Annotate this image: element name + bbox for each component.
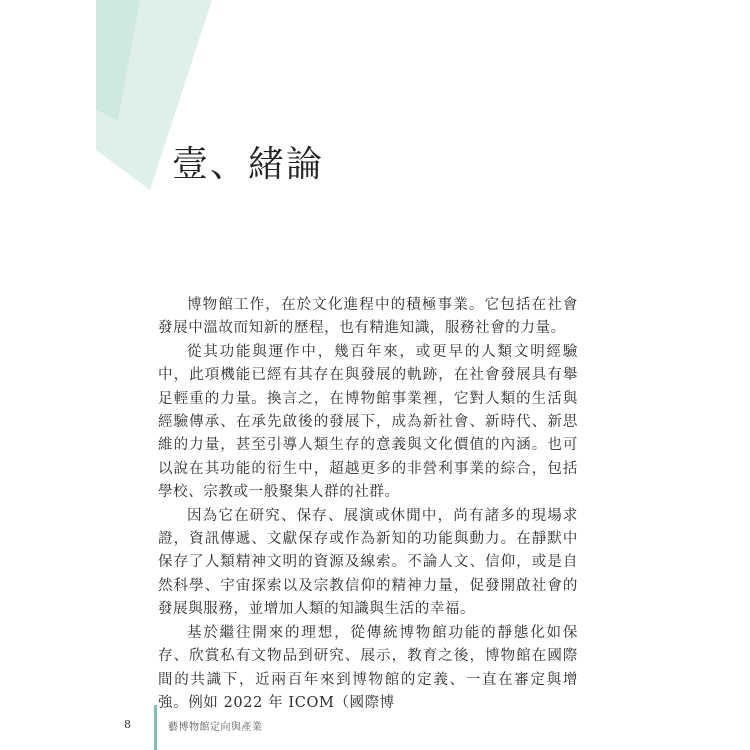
footer-rule bbox=[154, 705, 157, 750]
running-head: 藝博物館定向與產業 bbox=[168, 722, 263, 733]
page-number: 8 bbox=[124, 718, 131, 731]
paragraph: 因為它在研究、保存、展演或休閒中，尚有諸多的現場求證，資訊傳遞、文獻保存或作為新知的功能與動力。在靜默中保存了人類精神文明的資源及線索。不論人文、信仰，或是自然科學、宇宙探索以及宗教信仰的精神力量，促發開啟社會的發展與服務，並增加人類的知識與生活的幸福。 bbox=[158, 507, 578, 618]
paragraph: 基於繼往開來的理想，從傳統博物館功能的靜態化如保存、欣賞私有文物品到研究、展示，教育之後，博物館在國際間的共識下，近兩百年來到博物館的定義、一直在審定與增強。例如 2022 年 ICOM（國際博 bbox=[158, 624, 578, 711]
paragraph: 從其功能與運作中，幾百年來，或更早的人類文明經驗中，此項機能已經有其存在與發展的軌跡，在社會發展具有舉足輕重的力量。換言之，在博物館事業裡，它對人類的生活與經驗傳承、在承先啟後的發展下，成為新社會、新時代、新思維的力量，甚至引導人類生存的意義與文化價值的內涵。也可以說在其功能的衍生中，超越更多的非營利事業的綜合，包括學校、宗教或一般聚集人群的社群。 bbox=[158, 343, 578, 501]
paragraph: 博物館工作，在於文化進程中的積極事業。它包括在社會發展中溫故而知新的歷程，也有精進知識，服務社會的力量。 bbox=[158, 297, 578, 337]
chapter-title: 壹、緒論 bbox=[172, 144, 325, 185]
body-text bbox=[158, 294, 578, 715]
